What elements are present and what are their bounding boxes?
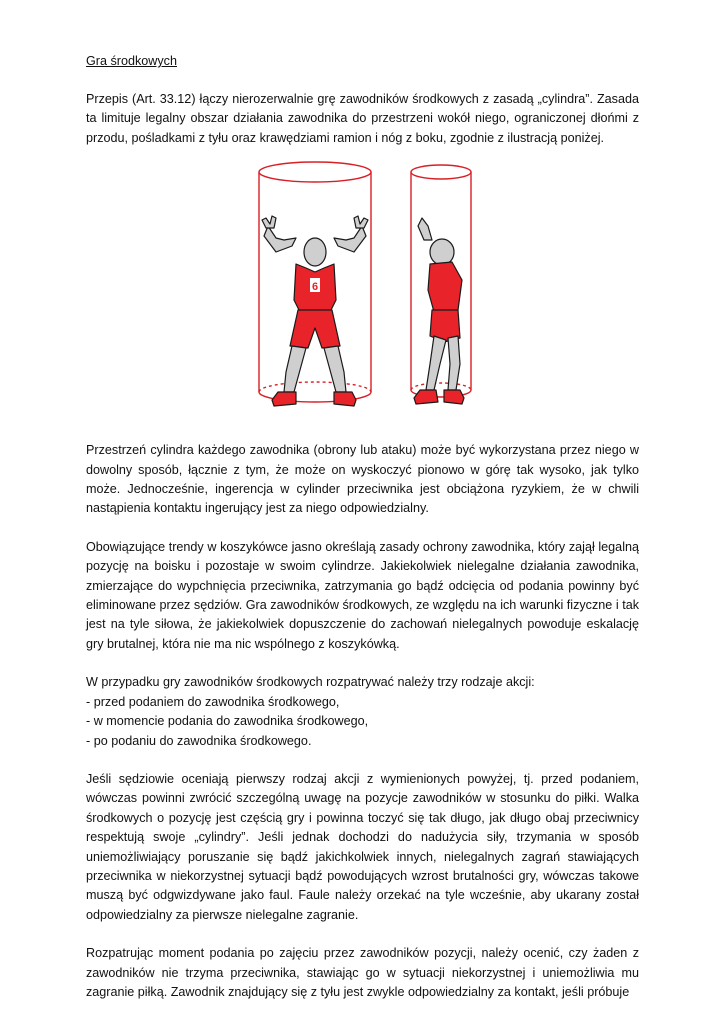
side-player-figure: [414, 218, 464, 404]
paragraph-pass-moment: Rozpatrując moment podania po zajęciu przez zawodników pozycji, należy ocenić, czy żaden z zawodników nie trzyma przeciwnika, stawiając go w sytuacji niekorzystnej i uniemożliwia mu zagranie piłką. Zawodnik znajdujący się z tyłu jest zwykle odpowiedzialny za kontakt, jeśli próbuje: [86, 946, 639, 999]
cylinder-figure-svg: [86, 160, 639, 422]
list-item: - przed podaniem do zawodnika środkowego,: [86, 694, 340, 709]
paragraph-cylinder-space: Przestrzeń cylindra każdego zawodnika (obrony lub ataku) może być wykorzystana przez niego w dowolny sposób, łącznie z tym, że może on wyskoczyć pionowo w górę tak wysoko, jak tylko może. Jednocześnie, ingerencja w cylinder przeciwnika jest obciążona ryzykiem, że w chwili nastąpienia kontaktu ingerujący jest za niego odpowiedzialny.: [86, 443, 639, 516]
list-item: - w momencie podania do zawodnika środkowego,: [86, 714, 369, 729]
document-page: [86, 52, 639, 1002]
paragraph-intro: Przepis (Art. 33.12) łączy nierozerwalnie grę zawodników środkowych z zasadą „cylindra”. Zasada ta limituje legalny obszar działania zawodnika do przestrzeni wokół niego, ograniczonej dłońmi z przodu, pośladkami z tyłu oraz krawędziami ramion i nóg z boku, zgodnie z ilustracją poniżej.: [86, 92, 639, 145]
cylinder-illustration: [86, 160, 639, 422]
front-jersey-number: 6: [311, 281, 319, 294]
paragraph-action-types: W przypadku gry zawodników środkowych rozpatrywać należy trzy rodzaje akcji:: [86, 675, 535, 690]
front-player-figure: [262, 216, 368, 406]
paragraph-trends: Obowiązujące trendy w koszykówce jasno określają zasady ochrony zawodnika, który zajął legalną pozycję na boisku i pozostaje w swoim cylindrze. Jakiekolwiek nielegalne działania zawodnika, zmierzające do wypchnięcia przeciwnika, zatrzymania go bądź odcięcia od podania powinny być eliminowane przez sędziów. Gra zawodników środkowych, ze względu na ich warunki fizyczne i tak jest na tyle siłowa, że jakiekolwiek dopuszczenie do zachowań nielegalnych powoduje eskalację gry brutalnej, która nie ma nic wspólnego z koszykówką.: [86, 539, 639, 651]
paragraph-before-pass: Jeśli sędziowie oceniają pierwszy rodzaj akcji z wymienionych powyżej, tj. przed podaniem, wówczas powinni zwrócić szczególną uwagę na pozycje zawodników w stosunku do piłki. Walka środkowych o pozycję jest częścią gry i powinna toczyć się tak długo, jak długo obaj przeciwnicy respektują swoje „cylindry”. Jeśli jednak dochodzi do nadużycia siły, trzymania w sposób uniemożliwiający poruszanie się bądź jakichkolwiek innych, nielegalnych zagrań stawiających przeciwnika w niekorzystnej sytuacji bądź powodujących wzrost brutalności gry, wówczas takowe muszą być odgwizdywane jako faul. Faule należy orzekać na tyle wcześnie, aby ukarany został odpowiedzialny za pierwsze nielegalne zagranie.: [86, 771, 639, 922]
list-item: - po podaniu do zawodnika środkowego.: [86, 733, 312, 748]
action-types-list: [86, 693, 639, 751]
page-title: Gra środkowych: [86, 54, 177, 68]
